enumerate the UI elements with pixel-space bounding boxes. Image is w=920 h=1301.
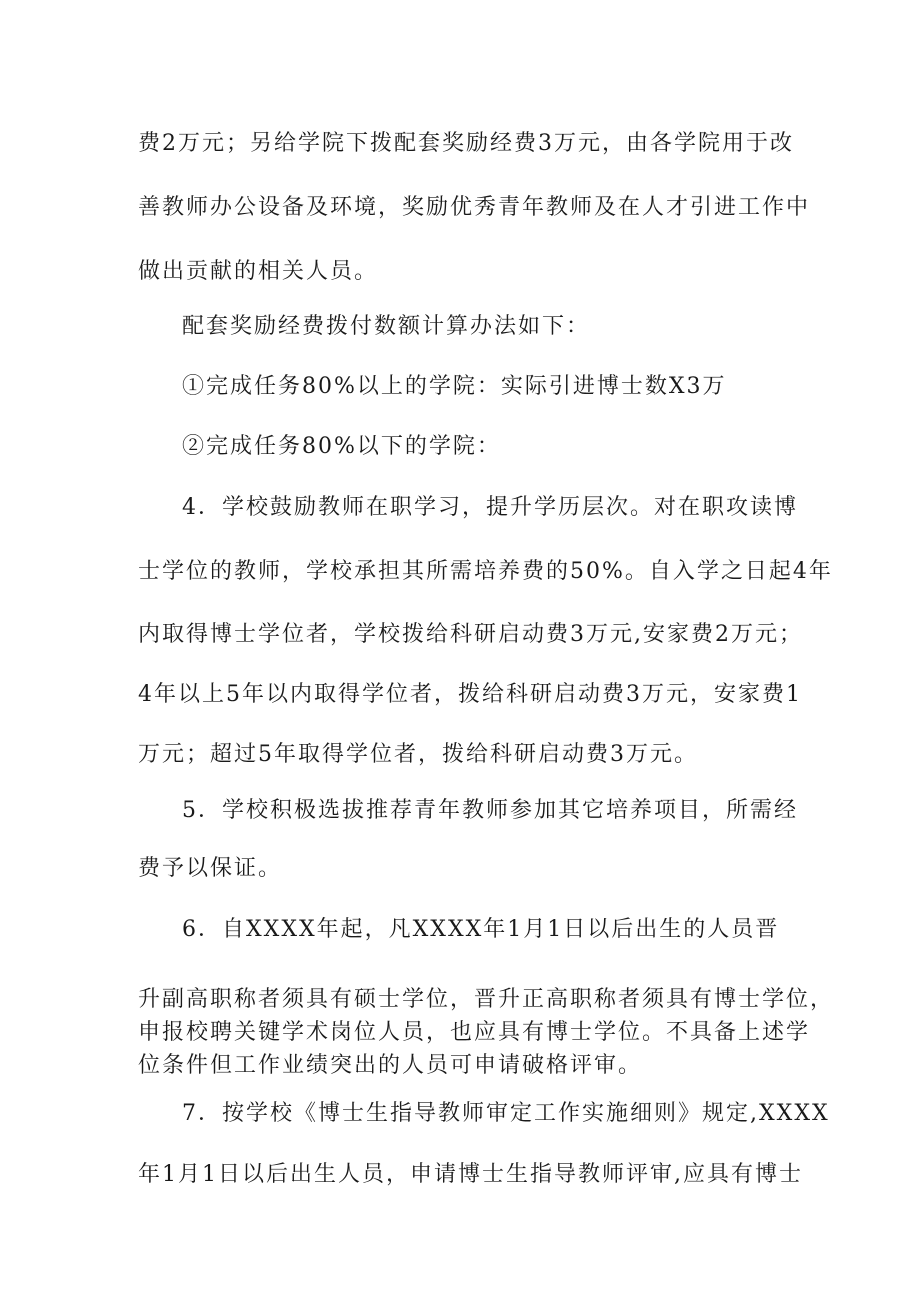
list-item: ②完成任务80%以下的学院： (182, 434, 501, 459)
text-line: 5．学校积极选拔推荐青年教师参加其它培养项目，所需经 (182, 798, 798, 823)
text-line: 升副高职称者须具有硕士学位，晋升正高职称者须具有博士学位， (138, 987, 835, 1012)
text-line: 4年以上5年以内取得学位者，拨给科研启动费3万元，安家费1 (138, 682, 802, 707)
text-line: 内取得博士学位者，学校拨给科研启动费3万元,安家费2万元； (138, 622, 803, 647)
text-line: 申报校聘关键学术岗位人员，也应具有博士学位。不具备上述学 (138, 1020, 811, 1045)
text-line: 做出贡献的相关人员。 (138, 259, 379, 284)
text-line: 4．学校鼓励教师在职学习，提升学历层次。对在职攻读博 (182, 495, 798, 520)
list-item: ①完成任务80%以上的学院：实际引进博士数X3万 (182, 374, 727, 399)
text-line: 位条件但工作业绩突出的人员可申请破格评审。 (138, 1053, 643, 1078)
text-line: 费2万元；另给学院下拨配套奖励经费3万元，由各学院用于改 (138, 131, 794, 156)
text-line: 士学位的教师，学校承担其所需培养费的50%。自入学之日起4年 (138, 559, 833, 584)
text-line: 7．按学校《博士生指导教师审定工作实施细则》规定,XXXX (182, 1101, 830, 1126)
text-line: 善教师办公设备及环境，奖励优秀青年教师及在人才引进工作中 (138, 195, 811, 220)
text-line: 费予以保证。 (138, 856, 283, 881)
text-line: 6．自XXXX年起，凡XXXX年1月1日以后出生的人员晋 (182, 917, 780, 942)
text-line: 万元；超过5年取得学位者，拨给科研启动费3万元。 (138, 742, 698, 767)
text-line: 年1月1日以后出生人员，申请博士生指导教师评审,应具有博士 (138, 1162, 803, 1187)
text-line: 配套奖励经费拨付数额计算办法如下： (182, 314, 591, 339)
